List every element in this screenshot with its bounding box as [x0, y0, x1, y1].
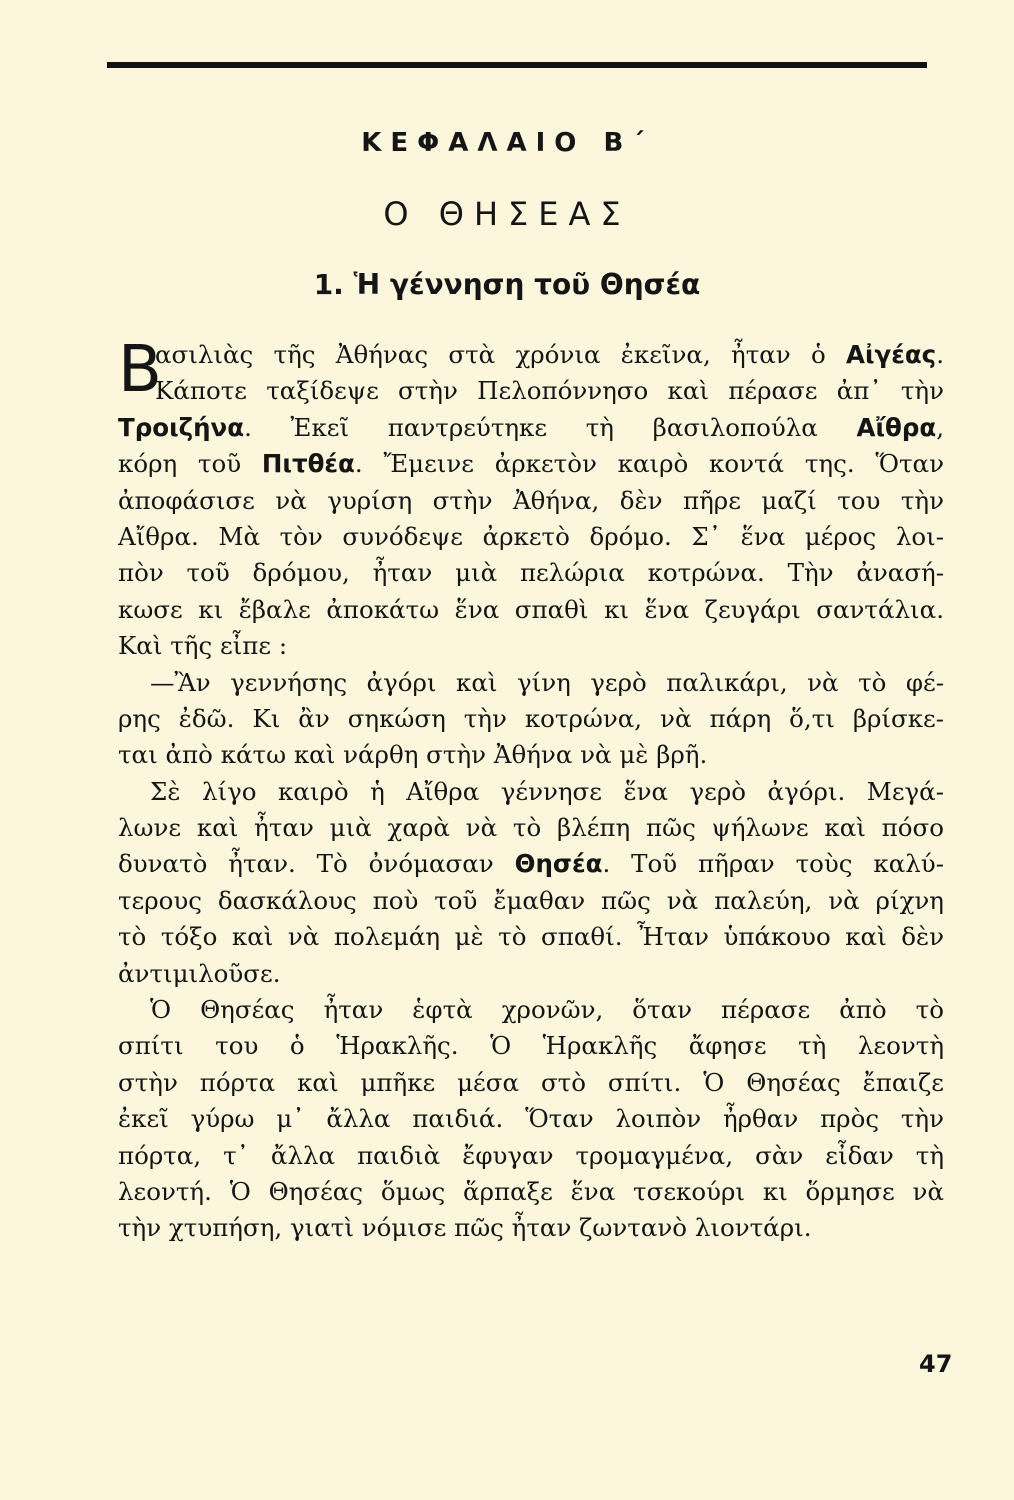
text-run: . Τοῦ πῆραν τοὺς καλύ-	[602, 849, 944, 879]
text-run: ἀντιμιλοῦσε.	[118, 958, 281, 988]
text-line	[118, 373, 944, 409]
section-title: 1. Ἡ γέννηση τοῦ Θησέα	[313, 268, 701, 301]
drop-cap: Β	[118, 333, 162, 407]
text-line	[118, 774, 944, 810]
bold-name: Αἰγέας	[846, 340, 937, 369]
text-run: ,	[936, 412, 944, 442]
top-rule	[107, 62, 927, 68]
text-run: ται ἀπὸ κάτω καὶ νάρθη στὴν Ἀθήνα νὰ μὲ βρῆ.	[118, 740, 708, 770]
text-line	[118, 410, 944, 446]
text-line	[118, 483, 944, 519]
text-line	[118, 555, 944, 591]
text-run: σπίτι του ὁ Ἡρακλῆς. Ὁ Ἡρακλῆς ἄφησε τὴ λεοντὴ	[118, 1031, 944, 1061]
text-line	[118, 628, 944, 664]
chapter-title: Ο ΘΗΣΕΑΣ	[383, 195, 631, 233]
bold-name: Αἴθρα	[856, 412, 937, 442]
text-line	[118, 1065, 944, 1101]
text-line	[118, 737, 944, 773]
text-run: —Ἂν γεννήσης ἀγόρι καὶ γίνη γερὸ παλικάρι, νὰ τὸ φέ-	[150, 667, 944, 697]
text-run: πόρτα, τ᾽ ἄλλα παιδιὰ ἔφυγαν τρομαγμένα, σὰν εἶδαν τὴ	[118, 1140, 944, 1170]
text-run: Ὁ Θησέας ἦταν ἑφτὰ χρονῶν, ὅταν πέρασε ἀπὸ τὸ	[150, 995, 944, 1025]
text-line	[118, 919, 944, 955]
bold-name: Πιτθέα	[261, 449, 355, 479]
text-run: ασιλιὰς τῆς Ἀθήνας στὰ χρόνια ἐκεῖνα, ἦταν ὁ	[155, 340, 846, 369]
text-run: δυνατὸ ἦταν. Τὸ ὀνόμασαν	[118, 849, 515, 879]
text-line	[118, 701, 944, 737]
chapter-heading: ΚΕΦΑΛΑΙΟ Β΄	[361, 128, 653, 158]
text-run: λεοντή. Ὁ Θησέας ὅμως ἅρπαξε ἕνα τσεκούρι κι ὅρμησε νὰ	[118, 1176, 944, 1206]
text-line	[118, 519, 944, 555]
text-line	[118, 1028, 944, 1064]
bold-name: Τροιζήνα	[118, 412, 245, 442]
text-line	[118, 665, 944, 701]
text-run: κωσε κι ἔβαλε ἀποκάτω ἕνα σπαθὶ κι ἕνα ζευγάρι σαντάλια.	[118, 594, 944, 624]
text-line	[118, 1101, 944, 1137]
text-run: Αἴθρα. Μὰ τὸν συνόδεψε ἀρκετὸ δρόμο. Σ᾽ ἕνα μέρος λοι-	[118, 521, 944, 551]
text-run: . Ἐκεῖ παντρεύτηκε τὴ βασιλοπούλα	[244, 412, 857, 442]
text-line	[118, 1138, 944, 1174]
text-run: Κάποτε ταξίδεψε στὴν Πελοπόννησο καὶ πέρασε ἀπ᾽ τὴν	[155, 376, 944, 406]
text-run: Καὶ τῆς εἶπε :	[118, 631, 288, 661]
text-line	[118, 810, 944, 846]
text-line	[118, 883, 944, 919]
text-line	[118, 992, 944, 1028]
text-line	[118, 337, 944, 373]
text-line	[118, 592, 944, 628]
text-run: Σὲ λίγο καιρὸ ἡ Αἴθρα γέννησε ἕνα γερὸ ἀγόρι. Μεγά-	[150, 776, 944, 806]
text-run: ρης ἐδῶ. Κι ἂν σηκώση τὴν κοτρώνα, νὰ πάρη ὅ,τι βρίσκε-	[118, 703, 944, 733]
text-run: τὸ τόξο καὶ νὰ πολεμάη μὲ τὸ σπαθί. Ἦταν ὑπάκουο καὶ δὲν	[118, 922, 944, 952]
text-run: . Ἔμεινε ἀρκετὸν καιρὸ κοντά της. Ὅταν	[354, 449, 944, 479]
text-line	[118, 956, 944, 992]
page-number: 47	[919, 1350, 953, 1378]
text-line	[118, 446, 944, 482]
bold-name: Θησέα	[514, 849, 603, 879]
text-line	[118, 846, 944, 882]
text-run: στὴν πόρτα καὶ μπῆκε μέσα στὸ σπίτι. Ὁ Θησέας ἔπαιζε	[118, 1067, 944, 1097]
text-run: τερους δασκάλους ποὺ τοῦ ἔμαθαν πῶς νὰ παλεύη, νὰ ρίχνη	[118, 885, 944, 915]
text-run: λωνε καὶ ἦταν μιὰ χαρὰ νὰ τὸ βλέπη πῶς ψήλωνε καὶ πόσο	[118, 813, 944, 843]
text-run: .	[936, 340, 944, 369]
text-run: ἐκεῖ γύρω μ᾽ ἄλλα παιδιά. Ὅταν λοιπὸν ἦρθαν πρὸς τὴν	[118, 1104, 944, 1134]
body-text	[118, 333, 944, 1247]
text-line	[118, 1174, 944, 1210]
text-run: πὸν τοῦ δρόμου, ἦταν μιὰ πελώρια κοτρώνα. Τὴν ἀνασή-	[118, 558, 944, 588]
text-run: ἀποφάσισε νὰ γυρίση στὴν Ἀθήνα, δὲν πῆρε μαζί του τὴν	[118, 485, 944, 515]
text-run: τὴν χτυπήση, γιατὶ νόμισε πῶς ἦταν ζωντανὸ λιοντάρι.	[118, 1213, 812, 1243]
text-line	[118, 1210, 944, 1246]
text-run: κόρη τοῦ	[118, 449, 262, 479]
